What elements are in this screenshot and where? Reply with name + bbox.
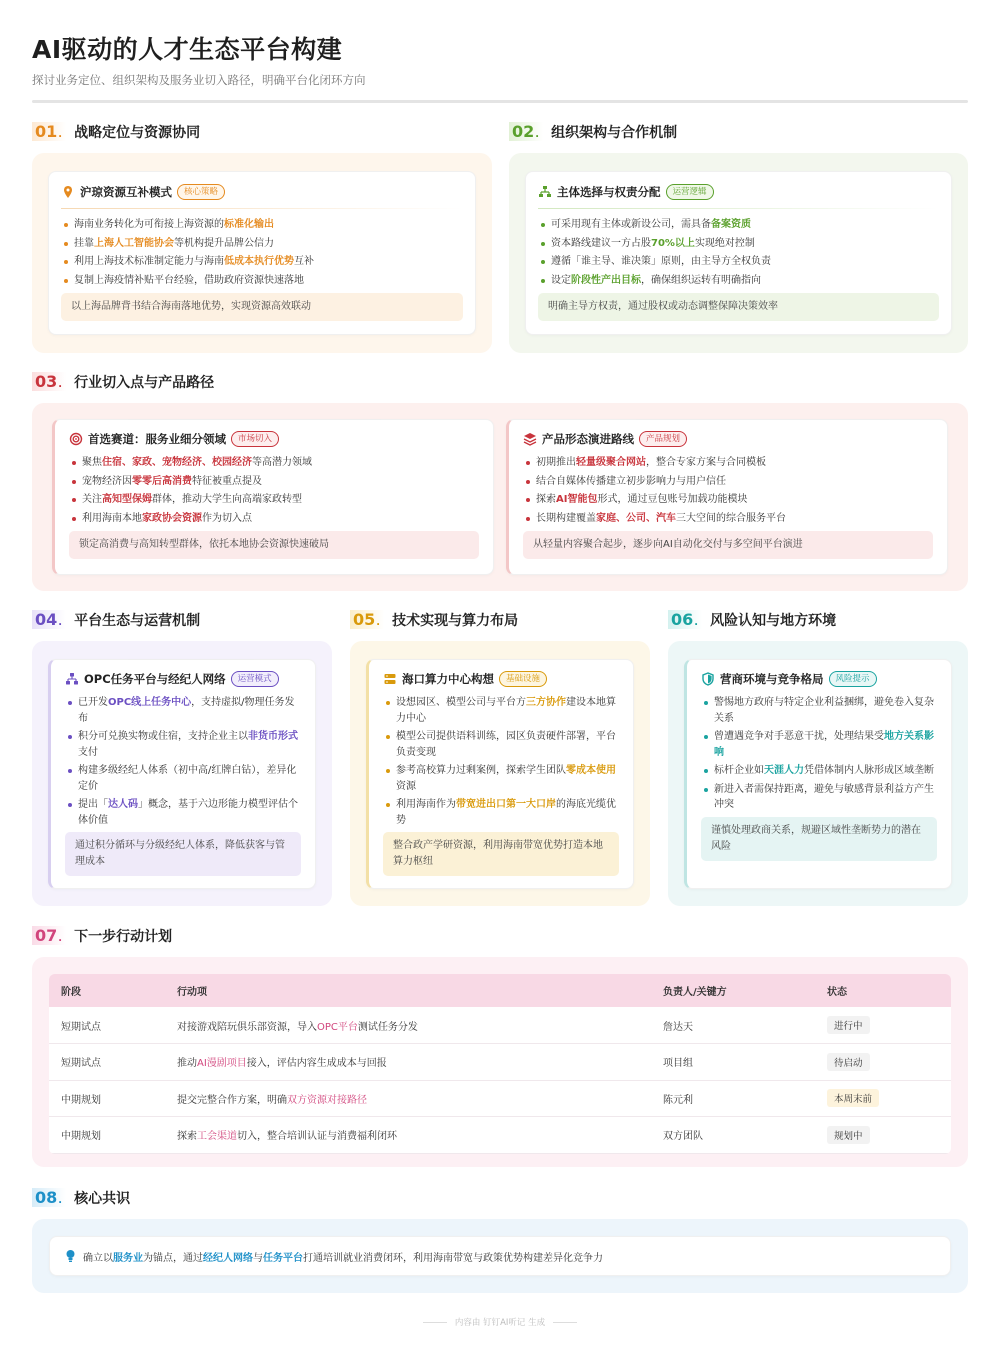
list-item: 已开发OPC线上任务中心，支持虚拟/物理任务发布 (65, 695, 301, 726)
target-icon (69, 432, 83, 446)
list-item: 初期推出轻量级聚合网站，整合专家方案与合同模板 (523, 455, 933, 471)
cell-stage: 中期规划 (49, 1080, 165, 1117)
risk-panel (668, 641, 968, 906)
shield-icon (701, 672, 715, 686)
list-item: 利用上海技术标准制定能力与海南低成本执行优势互补 (61, 254, 463, 270)
cell-stage: 短期试点 (49, 1044, 165, 1081)
platform-panel (32, 641, 332, 906)
section-heading-action-plan (32, 926, 172, 946)
server-icon (383, 672, 397, 686)
card-bullet-list (61, 217, 463, 288)
card-title: 首选赛道：服务业细分领域 (88, 432, 226, 446)
layers-icon (523, 432, 537, 446)
card-summary-note: 以上海品牌背书结合海南落地优势，实现资源高效联动 (61, 293, 463, 321)
cell-owner: 双方团队 (651, 1117, 815, 1154)
section-number: 03. (32, 372, 66, 391)
card-bullet-list (65, 695, 301, 828)
card-opc-platform (48, 659, 316, 889)
card-title: 营商环境与竞争格局 (720, 672, 824, 686)
cell-status (815, 1080, 951, 1117)
list-item: 标杆企业如天涯人力凭借体制内人脉形成区域垄断 (701, 763, 937, 779)
table-row (49, 1117, 951, 1154)
cell-action: 提交完整合作方案，明确双方资源对接路径 (165, 1080, 651, 1117)
section-title: 技术实现与算力布局 (392, 613, 519, 629)
section-number: 08. (32, 1188, 66, 1207)
section-title: 核心共识 (74, 1191, 131, 1207)
card-first-track (52, 419, 494, 575)
section-heading-strategy (32, 122, 200, 142)
card-bullet-list (383, 695, 619, 828)
list-item: 长期构建覆盖家庭、公司、汽车三大空间的综合服务平台 (523, 511, 933, 527)
action-plan-table (49, 974, 951, 1154)
list-item: 构建多级经纪人体系（初中高/红牌白钻），差异化定价 (65, 763, 301, 794)
section-heading-platform (32, 610, 200, 630)
column-header-owner: 负责人/关键方 (663, 987, 727, 998)
list-item: 曾遭遇竞争对手恶意干扰，处理结果受地方关系影响 (701, 729, 937, 760)
action-plan-table-wrapper (49, 974, 951, 1154)
cell-stage: 中期规划 (49, 1117, 165, 1154)
table-row (49, 1007, 951, 1044)
card-summary-note: 明确主导方权责，通过股权或动态调整保障决策效率 (538, 293, 939, 321)
operation-mode-tag: 运营模式 (231, 671, 279, 687)
cell-action: 对接游戏陪玩俱乐部资源，导入OPC平台测试任务分发 (165, 1007, 651, 1044)
card-summary-note: 锁定高消费与高知转型群体，依托本地协会资源快速破局 (69, 531, 479, 559)
consensus-text: 确立以服务业为锚点，通过经纪人网络与任务平台打通培训就业消费闭环，利用海南带宽与政策优势构建差异化竞争力 (83, 1252, 603, 1264)
product-plan-tag: 产品规划 (639, 431, 687, 447)
section-title: 风险认知与地方环境 (710, 613, 837, 629)
card-product-roadmap (506, 419, 948, 575)
list-item: 新进入者需保持距离，避免与敏感背景利益方产生冲突 (701, 782, 937, 813)
market-entry-tag: 市场切入 (231, 431, 279, 447)
list-item: 探索AI智能包形式，通过豆包账号加载功能模块 (523, 492, 933, 508)
list-item: 海南业务转化为可衔接上海资源的标准化输出 (61, 217, 463, 233)
card-bullet-list (523, 455, 933, 526)
list-item: 利用海南作为带宽进出口第一大口岸的海底光缆优势 (383, 797, 619, 828)
cell-owner: 项目组 (651, 1044, 815, 1081)
card-title: 产品形态演进路线 (542, 432, 634, 446)
list-item: 聚焦住宿、家政、宠物经济、校园经济等高潜力领域 (69, 455, 479, 471)
location-pin-icon (61, 185, 75, 199)
card-summary-note: 从轻量内容聚合起步，逐步向AI自动化交付与多空间平台演进 (523, 531, 933, 559)
risk-warning-tag: 风险提示 (829, 671, 877, 687)
section-title: 平台生态与运营机制 (74, 613, 201, 629)
consensus-panel (32, 1219, 968, 1293)
cell-status (815, 1044, 951, 1081)
infrastructure-tag: 基础设施 (499, 671, 547, 687)
lightbulb-icon (64, 1249, 77, 1263)
section-title: 行业切入点与产品路径 (74, 375, 215, 391)
footer-credit: 内容由 钉钉AI听记 生成 (0, 1316, 1000, 1328)
card-resource-complement (48, 171, 476, 335)
section-heading-tech (350, 610, 518, 630)
section-heading-industry (32, 372, 214, 392)
section-number: 02. (509, 122, 543, 141)
action-plan-panel (32, 957, 968, 1167)
strategy-panel (32, 153, 492, 353)
organization-panel (509, 153, 968, 353)
section-number: 07. (32, 926, 66, 945)
card-bullet-list (701, 695, 937, 813)
column-header-status: 状态 (827, 987, 847, 998)
column-header-stage: 阶段 (61, 987, 81, 998)
page-header (32, 30, 968, 88)
list-item: 设想园区、模型公司与平台方三方协作建设本地算力中心 (383, 695, 619, 726)
list-item: 警惕地方政府与特定企业利益捆绑，避免卷入复杂关系 (701, 695, 937, 726)
cell-action: 推动AI漫剧项目接入，评估内容生成成本与回报 (165, 1044, 651, 1081)
card-title: 主体选择与权责分配 (557, 185, 661, 199)
list-item: 复制上海疫情补贴平台经验，借助政府资源快速落地 (61, 273, 463, 289)
list-item: 设定阶段性产出目标，确保组织运转有明确指向 (538, 273, 939, 289)
card-computing-center (366, 659, 634, 889)
cell-stage: 短期试点 (49, 1007, 165, 1044)
section-title: 下一步行动计划 (74, 929, 173, 945)
page-subtitle: 探讨业务定位、组织架构及服务业切入路径，明确平台化闭环方向 (32, 73, 366, 87)
cell-status (815, 1007, 951, 1044)
strategy-tag: 核心策略 (177, 184, 225, 200)
list-item: 挂靠上海人工智能协会等机构提升品牌公信力 (61, 236, 463, 252)
list-item: 遵循「谁主导、谁决策」原则，由主导方全权负责 (538, 254, 939, 270)
table-header-row (49, 974, 951, 1007)
column-header-action: 行动项 (177, 987, 207, 998)
operation-logic-tag: 运营逻辑 (666, 184, 714, 200)
cell-owner: 詹达天 (651, 1007, 815, 1044)
list-item: 可采用现有主体或新设公司，需具备备案资质 (538, 217, 939, 233)
card-bullet-list (538, 217, 939, 288)
card-summary-note: 整合政产学研资源，利用海南带宽优势打造本地算力枢纽 (383, 832, 619, 876)
industry-panel (32, 403, 968, 591)
card-title: OPC任务平台与经纪人网络 (84, 672, 226, 686)
card-summary-note: 谨慎处理政商关系，规避区域性垄断势力的潜在风险 (701, 817, 937, 861)
card-entity-responsibility (525, 171, 952, 335)
status-badge: 本周末前 (827, 1089, 879, 1107)
header-divider (32, 100, 968, 103)
list-item: 资本路线建议一方占股70%以上实现绝对控制 (538, 236, 939, 252)
section-heading-risk (668, 610, 836, 630)
card-title: 沪琼资源互补模式 (80, 185, 172, 199)
list-item: 提出「达人码」概念，基于六边形能力模型评估个体价值 (65, 797, 301, 828)
card-business-environment (684, 659, 952, 889)
section-heading-organization (509, 122, 677, 142)
page-title: AI驱动的人才生态平台构建 (32, 35, 343, 64)
list-item: 宠物经济因零零后高消费特征被重点提及 (69, 474, 479, 490)
list-item: 结合自媒体传播建立初步影响力与用户信任 (523, 474, 933, 490)
cell-owner: 陈元利 (651, 1080, 815, 1117)
status-badge: 规划中 (827, 1126, 870, 1144)
section-number: 01. (32, 122, 66, 141)
list-item: 利用海南本地家政协会资源作为切入点 (69, 511, 479, 527)
cell-action: 探索工会渠道切入，整合培训认证与消费福利闭环 (165, 1117, 651, 1154)
list-item: 参考高校算力过剩案例，探索学生团队零成本使用资源 (383, 763, 619, 794)
table-row (49, 1080, 951, 1117)
cell-status (815, 1117, 951, 1154)
status-badge: 进行中 (827, 1016, 870, 1034)
section-heading-consensus (32, 1188, 130, 1208)
tech-panel (350, 641, 650, 906)
table-row (49, 1044, 951, 1081)
org-chart-icon (538, 185, 552, 199)
list-item: 积分可兑换实物或住宿，支持企业主以非货币形式支付 (65, 729, 301, 760)
network-icon (65, 672, 79, 686)
card-summary-note: 通过积分循环与分级经纪人体系，降低获客与管理成本 (65, 832, 301, 876)
section-number: 06. (668, 610, 702, 629)
list-item: 模型公司提供语料训练，园区负责硬件部署，平台负责变现 (383, 729, 619, 760)
card-bullet-list (69, 455, 479, 526)
consensus-card (49, 1236, 951, 1276)
section-number: 05. (350, 610, 384, 629)
section-title: 战略定位与资源协同 (74, 125, 201, 141)
list-item: 关注高知型保姆群体，推动大学生向高端家政转型 (69, 492, 479, 508)
section-title: 组织架构与合作机制 (551, 125, 678, 141)
status-badge: 待启动 (827, 1053, 870, 1071)
section-number: 04. (32, 610, 66, 629)
card-title: 海口算力中心构想 (402, 672, 494, 686)
